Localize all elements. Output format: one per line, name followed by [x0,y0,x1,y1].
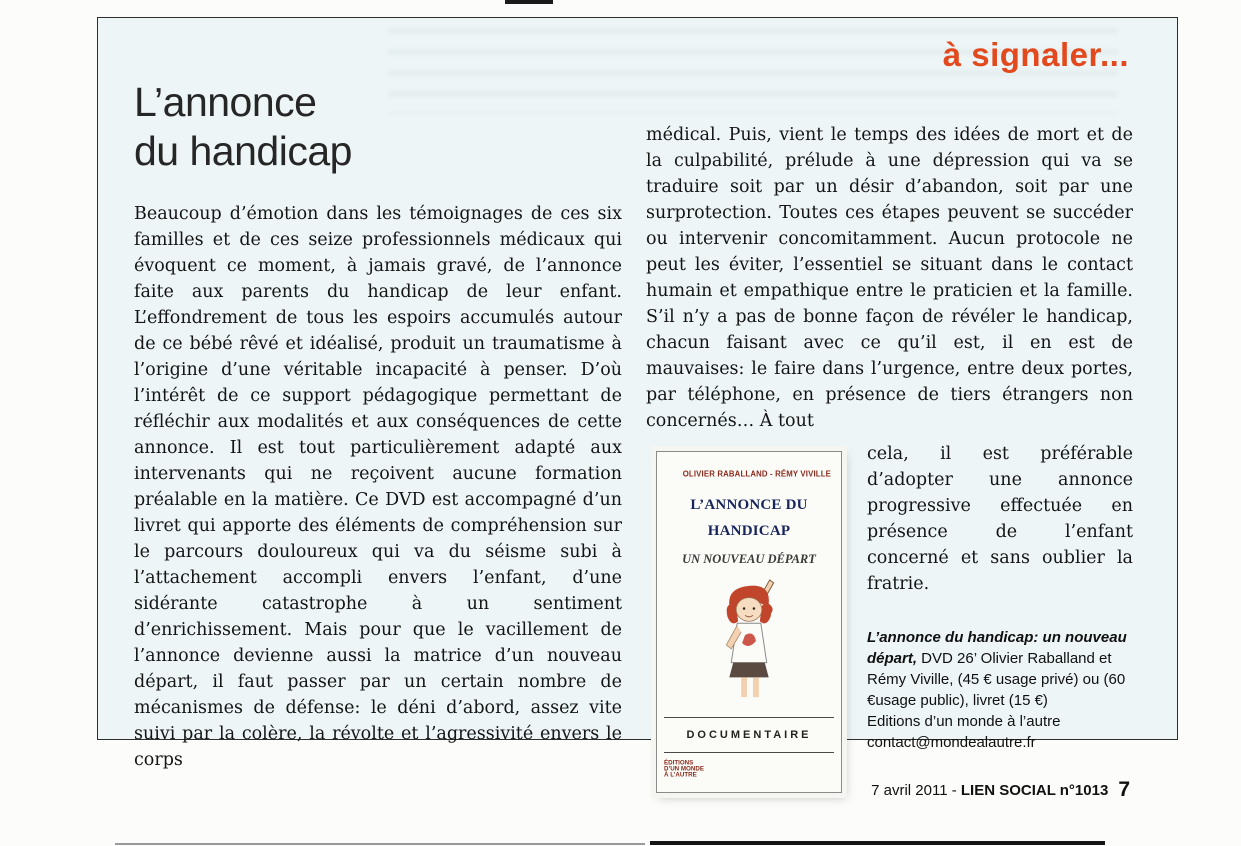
dvd-publisher-line1: ÉDITIONS [664,759,694,767]
article-column-left: Beaucoup d’émotion dans les témoignages de ces six familles et de ces seize professionnels médicaux qui évoquent ce moment, à jamais gravé, de l’annonce faite aux parents du handicap de leur enfant. L’effondrement de tous les espoirs accumulés autour de ce bébé rêvé et idéalisé, produit un traumatisme à l’origine d’une véritable incapacité à penser. D’où l’intérêt de ce support pédagogique permettant de réfléchir aux modalités et aux conséquences de cette annonce. Il est tout particulièrement adapté aux intervenants qui ne reçoivent aucune formation préalable en la matière. Ce DVD est accompagné d’un livret qui apporte des éléments de compréhension sur le parcours douloureux qui va du séisme subi à l’attachement accompli envers l’enfant, d’une sidérante catastrophe à un sentiment d’enrichissement. Mais pour que le vacillement de l’annonce devienne aussi la matrice d’un nouveau départ, il faut passer par un certain nombre de mécanismes de défense: le déni d’abord, assez vite suivi par la colère, la révolte et l’agressivité envers le corps [134,204,622,770]
caption-lead: L’annonce du handicap: un nouveau départ, [867,629,1127,667]
dvd-genre-banner: DOCUMENTAIRE [664,717,834,753]
article-title-line1: L’annonce [134,79,317,125]
dvd-authors: OLIVIER RABALLAND - RÉMY VIVILLE [682,470,831,479]
dvd-title: L’ANNONCE DU HANDICAP [690,497,808,539]
article-frame [97,17,1178,779]
dvd-illustration-girl-drawing [664,572,834,712]
dvd-publisher-line3: À L’AUTRE [664,771,697,779]
column-right-lower-row [646,441,1133,793]
dvd-publisher-logo [664,759,769,779]
footer-page-number: 7 [1118,778,1130,801]
caption-email: contact@mondealautre.fr [867,734,1036,751]
footer-date: 7 avril 2011 - [871,782,961,799]
dvd-publisher-line2: D’UN MONDE [664,765,704,773]
scan-artifact-top [505,0,553,4]
scan-artifact-bottom-left [115,843,645,845]
dvd-caption [867,627,1133,753]
section-label: à signaler... [942,36,1129,73]
article-title [134,78,352,176]
dvd-cover-wrapper [646,441,852,793]
caption-body: DVD 26’ Olivier Raballand et Rémy Viville, (45 € usage privé) ou (60 €usage public), livret (15 €) [867,650,1126,709]
article-title-line2: du handicap [134,128,352,174]
caption-publisher: Editions d’un monde à l’autre [867,713,1061,730]
article-column-right-paragraph: médical. Puis, vient le temps des idées de mort et de la culpabilité, prélude à une dépression qui va se traduire soit par un désir d’abandon, soit par une surprotection. Toutes ces étapes peuvent se succéder ou intervenir concomitamment. Aucun protocole ne peut les éviter, l’essentiel se situant dans le contact humain et empathique entre le praticien et la famille. S’il n’y a pas de bonne façon de révéler le handicap, chacun faisant avec ce qu’il est, il en est de mauvaises: le faire dans l’urgence, entre deux portes, par téléphone, en présence de tiers étrangers non concernés… À tout [646,125,1133,431]
dvd-cover [656,451,842,793]
column-right-wrapped-stack [867,441,1133,753]
article-column-right [646,122,1133,793]
dvd-subtitle: UN NOUVEAU DÉPART [682,552,816,566]
page-footer [0,778,1130,802]
footer-journal-name: LIEN SOCIAL n°1013 [960,782,1109,799]
scan-artifact-bottom-right [650,841,1105,845]
article-column-right-continuation: cela, il est préférable d’adopter une annonce progressive effectuée en présence de l’enfant concerné et sans oublier la fratrie. [867,444,1133,594]
